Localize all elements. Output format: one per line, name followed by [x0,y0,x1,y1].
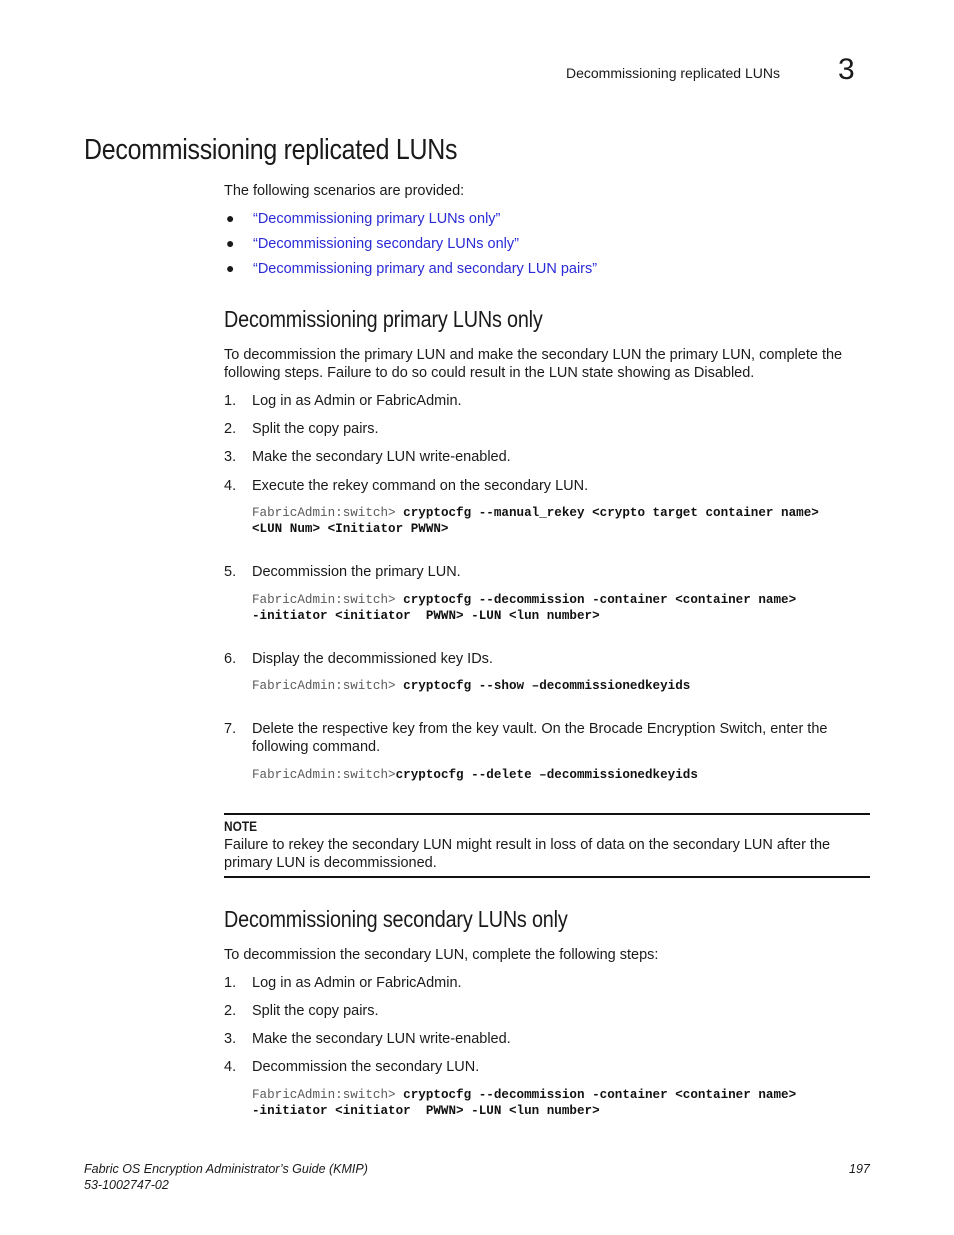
link-primary-luns-only[interactable]: “Decommissioning primary LUNs only” [253,211,501,227]
step-number: 4. [224,478,237,494]
cli-prompt: FabricAdmin:switch> [252,1088,404,1102]
step-number: 3. [224,449,237,465]
link-secondary-luns-only[interactable]: “Decommissioning secondary LUNs only” [253,236,519,252]
link-primary-and-secondary-lun-pairs[interactable]: “Decommissioning primary and secondary LUN pairs” [253,261,598,277]
rekey-command-keyword: rekey [332,478,369,494]
note-bottom-rule [224,876,870,878]
bullet-icon: ● [226,260,235,276]
section-heading-secondary: Decommissioning secondary LUNs only [224,906,568,932]
bullet-icon: ● [226,210,235,226]
bullet-icon: ● [226,235,235,251]
code-block-decommission-primary [252,592,796,624]
step-number: 6. [224,651,237,667]
step-text: Split the copy pairs. [252,1003,379,1019]
note-text: Failure to rekey the secondary LUN might result in loss of data on the secondary LUN after the primary LUN is decommissioned. [224,837,831,871]
note-label: NOTE [224,818,258,834]
step-text: Split the copy pairs. [252,421,379,437]
step-number: 2. [224,1003,237,1019]
cli-command: cryptocfg --decommission -container <container name> [403,593,797,607]
page-title: Decommissioning replicated LUNs [84,134,458,166]
step-text: Decommission the primary LUN. [252,564,461,580]
footer-doc-number: 53-1002747-02 [84,1178,169,1192]
step-text-before: Execute the [252,478,333,494]
step-number: 5. [224,564,237,580]
cli-prompt: FabricAdmin:switch> [252,768,396,782]
cli-command: cryptocfg --manual_rekey <crypto target container name> [403,506,819,520]
cli-command: cryptocfg --decommission -container <container name> [403,1088,797,1102]
note-top-rule [224,813,870,815]
step-number: 1. [224,393,237,409]
step-number: 4. [224,1059,237,1075]
section-heading-primary: Decommissioning primary LUNs only [224,306,543,332]
chapter-number: 3 [838,53,855,86]
step-number: 2. [224,421,237,437]
code-block-decommission-secondary [252,1087,796,1119]
cli-command: cryptocfg --show –decommissionedkeyids [403,679,691,693]
cli-command-continuation: -initiator <initiator PWWN> -LUN <lun number> [252,609,600,623]
section-primary-intro: To decommission the primary LUN and make the secondary LUN the primary LUN, complete the following steps. Failure to do so could result in the LUN state showing as Disabled. [224,347,843,381]
step-text [252,477,588,495]
cli-command: cryptocfg --delete –decommissionedkeyids [395,768,698,782]
step-text: Delete the respective key from the key vault. On the Brocade Encryption Switch, enter the following command. [252,721,828,755]
step-text: Make the secondary LUN write-enabled. [252,449,511,465]
step-number: 1. [224,975,237,991]
running-header-title: Decommissioning replicated LUNs [566,65,780,81]
step-number: 3. [224,1031,237,1047]
step-text: Decommission the secondary LUN. [252,1059,480,1075]
step-number: 7. [224,721,237,737]
cli-prompt: FabricAdmin:switch> [252,593,404,607]
step-text: Make the secondary LUN write-enabled. [252,1031,511,1047]
cli-command-continuation: -initiator <initiator PWWN> -LUN <lun number> [252,1104,600,1118]
intro-text: The following scenarios are provided: [224,183,465,199]
code-block-delete-keyids [252,767,698,783]
section-secondary-intro: To decommission the secondary LUN, complete the following steps: [224,947,659,963]
code-block-rekey [252,505,819,537]
cli-prompt: FabricAdmin:switch> [252,506,404,520]
code-block-show-keyids [252,678,690,694]
footer-guide-title: Fabric OS Encryption Administrator’s Guide (KMIP) [84,1162,368,1176]
footer-doc-info [84,1161,368,1193]
footer-page-number: 197 [849,1162,870,1176]
cli-command-continuation: <LUN Num> <Initiator PWWN> [252,522,449,536]
step-text: Log in as Admin or FabricAdmin. [252,975,462,991]
step-text: Log in as Admin or FabricAdmin. [252,393,462,409]
step-text-after: command on the secondary LUN. [368,478,589,494]
step-text: Display the decommissioned key IDs. [252,651,493,667]
cli-prompt: FabricAdmin:switch> [252,679,404,693]
